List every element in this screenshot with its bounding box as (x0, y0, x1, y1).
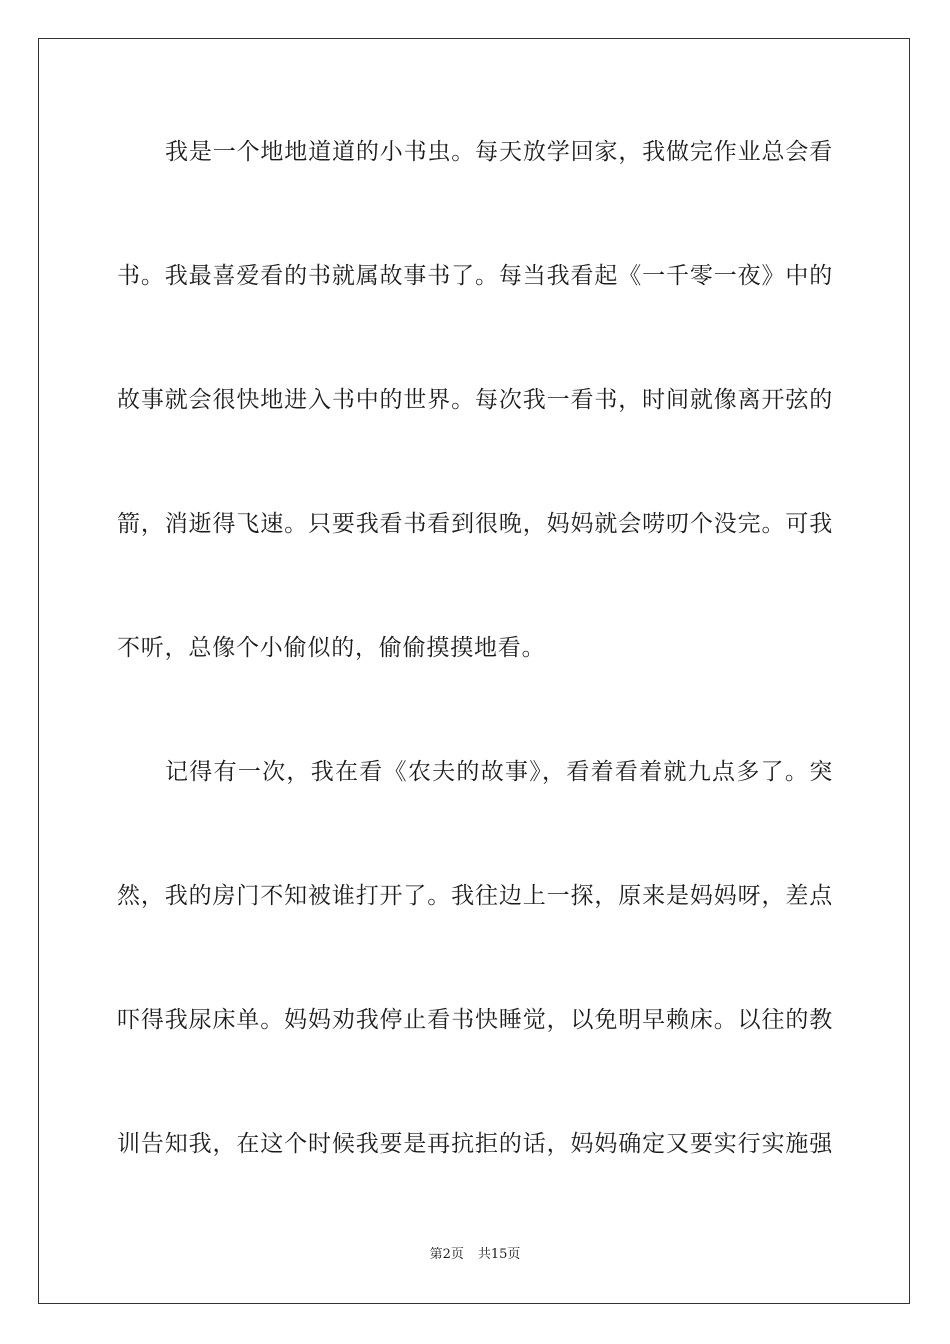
paragraph-1-line-1: 我是一个地地道道的小书虫。每天放学回家，我做完作业总会看 (165, 139, 833, 165)
page-number: 第2页 (429, 1247, 464, 1262)
paragraph-1-line-5: 不听，总像个小偷似的，偷偷摸摸地看。 (117, 635, 546, 661)
paragraph-1-line-2: 书。我最喜爱看的书就属故事书了。每当我看起《一千零一夜》中的 (117, 263, 833, 289)
paragraph-2-line-1: 记得有一次，我在看《农夫的故事》，看着看着就九点多了。突 (165, 759, 833, 785)
page-footer (0, 1246, 950, 1264)
paragraph-1-line-3: 故事就会很快地进入书中的世界。每次我一看书，时间就像离开弦的 (117, 387, 833, 413)
page-total: 共15页 (477, 1247, 521, 1262)
paragraph-2-line-4: 训告知我，在这个时候我要是再抗拒的话，妈妈确定又要实行实施强 (117, 1131, 833, 1157)
page-frame (38, 38, 910, 1304)
paragraph-2-line-2: 然，我的房门不知被谁打开了。我往边上一探，原来是妈妈呀，差点 (117, 883, 833, 909)
paragraph-1-line-4: 箭，消逝得飞速。只要我看书看到很晚，妈妈就会唠叨个没完。可我 (117, 511, 833, 537)
paragraph-2-line-3: 吓得我尿床单。妈妈劝我停止看书快睡觉，以免明早赖床。以往的教 (117, 1007, 833, 1033)
